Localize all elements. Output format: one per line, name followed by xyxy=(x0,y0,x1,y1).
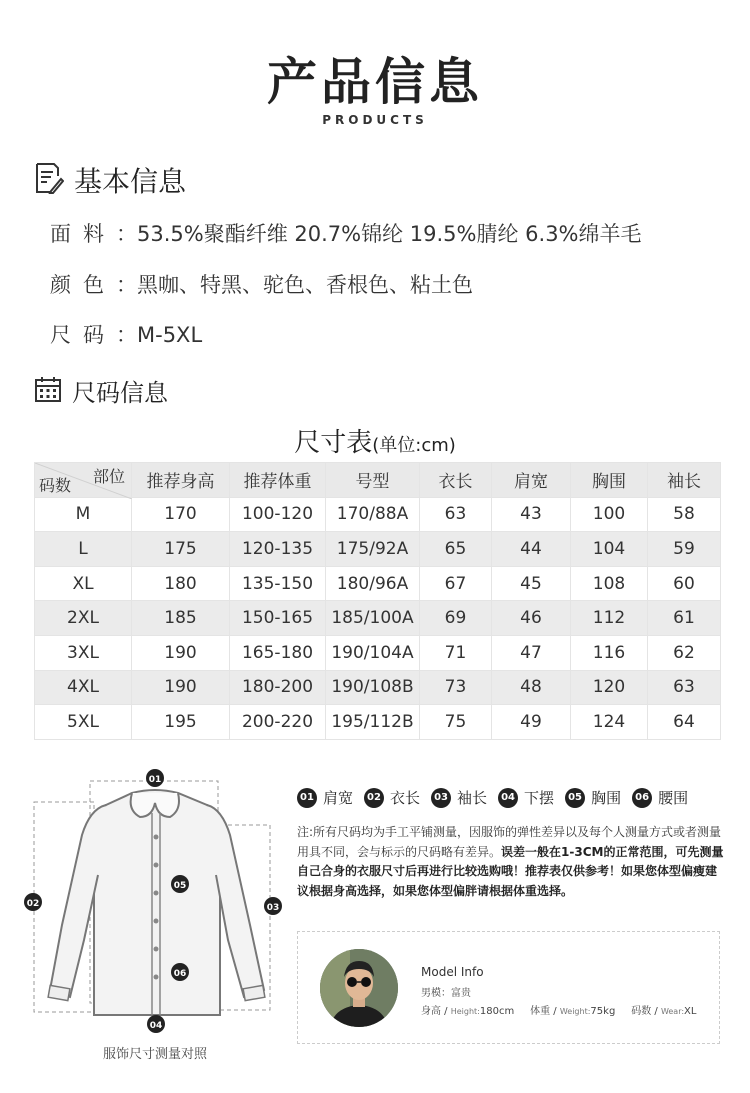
column-header: 推荐身高 xyxy=(132,463,230,498)
size-table-row xyxy=(35,670,721,705)
size-value-cell: 43 xyxy=(492,497,571,532)
size-value-cell: 67 xyxy=(420,566,492,601)
model-height: 180cm xyxy=(479,1006,515,1017)
svg-text:05: 05 xyxy=(173,881,187,891)
size-value-cell: 71 xyxy=(420,635,492,670)
size-value-cell: 49 xyxy=(492,705,571,740)
size-value-cell: 124 xyxy=(571,705,648,740)
size-value-cell: 44 xyxy=(492,532,571,567)
corner-top-label: 部位 xyxy=(92,467,125,486)
size-value-cell: 175/92A xyxy=(326,532,420,567)
legend-label: 衣长 xyxy=(390,789,421,807)
model-size-label: 码数 xyxy=(631,1006,652,1017)
size-info-heading xyxy=(34,373,168,408)
fabric-value: 53.5%聚酯纤维 20.7%锦纶 19.5%腈纶 6.3%绵羊毛 xyxy=(137,222,642,246)
model-height-en: Height: xyxy=(450,1007,480,1016)
size-info-label: 尺码信息 xyxy=(72,379,168,407)
size-value-cell: 46 xyxy=(492,601,571,636)
size-code-cell: 5XL xyxy=(35,705,132,740)
size-value-cell: 64 xyxy=(648,705,721,740)
size-value-cell: 69 xyxy=(420,601,492,636)
model-weight-en: Weight: xyxy=(559,1007,591,1016)
size-value-cell: 195 xyxy=(132,705,230,740)
color-line: 颜色：黑咖、特黑、驼色、香根色、粘土色 xyxy=(50,269,473,299)
marker-02 xyxy=(24,893,42,911)
legend-label: 肩宽 xyxy=(323,789,354,807)
marker-03 xyxy=(264,897,282,915)
size-value-cell: 112 xyxy=(571,601,648,636)
size-value-cell: 100-120 xyxy=(230,497,326,532)
size-key: 尺码 xyxy=(50,323,116,347)
size-value-cell: 120 xyxy=(571,670,648,705)
column-header: 胸围 xyxy=(571,463,648,498)
size-code-cell: M xyxy=(35,497,132,532)
size-table-corner xyxy=(35,463,132,498)
legend-number: 03 xyxy=(431,788,451,808)
column-header: 肩宽 xyxy=(492,463,571,498)
model-name: 富贵 xyxy=(451,988,471,999)
size-value-cell: 190/108B xyxy=(326,670,420,705)
size-code-cell: 2XL xyxy=(35,601,132,636)
legend-label: 胸围 xyxy=(591,789,622,807)
size-value-cell: 65 xyxy=(420,532,492,567)
size-value-cell: 104 xyxy=(571,532,648,567)
size-table-row xyxy=(35,497,721,532)
garment-diagram xyxy=(22,765,287,1040)
marker-06 xyxy=(171,963,189,981)
size-value-cell: 48 xyxy=(492,670,571,705)
size-value-cell: 116 xyxy=(571,635,648,670)
model-weight: 75kg xyxy=(590,1006,616,1017)
size-value-cell: 185 xyxy=(132,601,230,636)
size-table-title xyxy=(0,422,750,459)
fabric-line: 面料：53.5%聚酯纤维 20.7%锦纶 19.5%腈纶 6.3%绵羊毛 xyxy=(50,218,642,248)
basic-info-label: 基本信息 xyxy=(74,165,187,198)
size-table-unit: (单位:cm) xyxy=(372,435,456,456)
color-key: 颜色 xyxy=(50,273,116,297)
svg-text:03: 03 xyxy=(266,903,280,913)
model-size-en: Wear: xyxy=(660,1007,685,1016)
size-value-cell: 190 xyxy=(132,635,230,670)
marker-04 xyxy=(147,1015,165,1033)
size-value-cell: 58 xyxy=(648,497,721,532)
color-value: 黑咖、特黑、驼色、香根色、粘土色 xyxy=(137,273,473,297)
marker-01 xyxy=(146,769,164,787)
size-value-cell: 200-220 xyxy=(230,705,326,740)
legend-number: 02 xyxy=(364,788,384,808)
page-subtitle: PRODUCTS xyxy=(322,113,428,127)
size-value-cell: 108 xyxy=(571,566,648,601)
size-code-cell: XL xyxy=(35,566,132,601)
size-value-cell: 170/88A xyxy=(326,497,420,532)
document-edit-icon xyxy=(34,162,64,198)
legend-label: 袖长 xyxy=(457,789,488,807)
size-line: 尺码：M-5XL xyxy=(50,319,202,349)
model-info-card xyxy=(297,931,720,1044)
column-header: 推荐体重 xyxy=(230,463,326,498)
model-info-title: Model Info xyxy=(421,965,484,979)
size-table xyxy=(34,462,721,740)
size-value-cell: 180 xyxy=(132,566,230,601)
model-height-label: 身高 xyxy=(421,1006,441,1017)
size-value-cell: 170 xyxy=(132,497,230,532)
size-value-cell: 45 xyxy=(492,566,571,601)
size-value-cell: 185/100A xyxy=(326,601,420,636)
size-value-cell: 75 xyxy=(420,705,492,740)
size-value-cell: 61 xyxy=(648,601,721,636)
svg-text:02: 02 xyxy=(26,899,40,909)
size-table-title-text: 尺寸表 xyxy=(294,428,373,458)
size-value-cell: 190/104A xyxy=(326,635,420,670)
model-weight-label: 体重 xyxy=(530,1006,551,1017)
measurement-note xyxy=(297,823,725,901)
corner-bottom-label: 码数 xyxy=(39,475,72,495)
size-value-cell: 190 xyxy=(132,670,230,705)
size-value: M-5XL xyxy=(137,323,203,347)
model-size: XL xyxy=(684,1006,697,1017)
size-table-row xyxy=(35,705,721,740)
size-value-cell: 62 xyxy=(648,635,721,670)
size-value-cell: 180-200 xyxy=(230,670,326,705)
size-code-cell: 4XL xyxy=(35,670,132,705)
size-table-row xyxy=(35,635,721,670)
size-table-header-row xyxy=(35,463,721,498)
model-avatar xyxy=(320,949,398,1027)
size-table-row xyxy=(35,532,721,567)
size-value-cell: 100 xyxy=(571,497,648,532)
size-code-cell: L xyxy=(35,532,132,567)
size-table-row xyxy=(35,601,721,636)
model-gender-label: 男模： xyxy=(421,988,451,999)
size-value-cell: 60 xyxy=(648,566,721,601)
size-value-cell: 63 xyxy=(420,497,492,532)
size-value-cell: 63 xyxy=(648,670,721,705)
size-value-cell: 195/112B xyxy=(326,705,420,740)
size-value-cell: 47 xyxy=(492,635,571,670)
legend-number: 04 xyxy=(498,788,518,808)
diagram-caption: 服饰尺寸测量对照 xyxy=(102,1047,207,1062)
svg-text:01: 01 xyxy=(148,775,162,785)
svg-text:06: 06 xyxy=(173,969,187,979)
legend-number: 06 xyxy=(632,788,652,808)
size-value-cell: 135-150 xyxy=(230,566,326,601)
model-gender-line xyxy=(421,984,471,999)
marker-05 xyxy=(171,875,189,893)
legend-number: 05 xyxy=(565,788,585,808)
basic-info-heading xyxy=(34,160,186,200)
column-header: 衣长 xyxy=(420,463,492,498)
fabric-key: 面料 xyxy=(50,222,116,246)
size-value-cell: 150-165 xyxy=(230,601,326,636)
legend-label: 腰围 xyxy=(658,789,689,807)
size-table-row xyxy=(35,566,721,601)
calendar-icon xyxy=(34,375,62,407)
shirt-diagram-svg xyxy=(22,765,287,1040)
page-title: 产品信息 xyxy=(267,53,483,111)
size-value-cell: 175 xyxy=(132,532,230,567)
note-bold-text: 误差一般在1-3CM的正常范围，可先测量自己合身的衣服尺寸后再进行比较选购哦！推荐表仅供参考！如果您体型偏瘦建议根据身高选择，如果您体型偏胖请根据体重选择。 xyxy=(297,844,724,898)
note-text: 注:所有尺码均为手工平铺测量，因服饰的弹性差异以及每个人测量方式或者测量用具不同，会与标示的尺码略有差异。 xyxy=(297,825,722,859)
model-stats-line: 身高 / Height:180cm 体重 / Weight:75kg 码数 / Wear:XL xyxy=(421,1006,697,1017)
size-value-cell: 180/96A xyxy=(326,566,420,601)
measurement-legend xyxy=(297,787,688,808)
column-header: 袖长 xyxy=(648,463,721,498)
size-value-cell: 73 xyxy=(420,670,492,705)
size-value-cell: 165-180 xyxy=(230,635,326,670)
column-header: 号型 xyxy=(326,463,420,498)
size-value-cell: 59 xyxy=(648,532,721,567)
svg-text:04: 04 xyxy=(149,1021,163,1031)
legend-number: 01 xyxy=(297,788,317,808)
size-code-cell: 3XL xyxy=(35,635,132,670)
size-value-cell: 120-135 xyxy=(230,532,326,567)
legend-label: 下摆 xyxy=(524,789,555,807)
